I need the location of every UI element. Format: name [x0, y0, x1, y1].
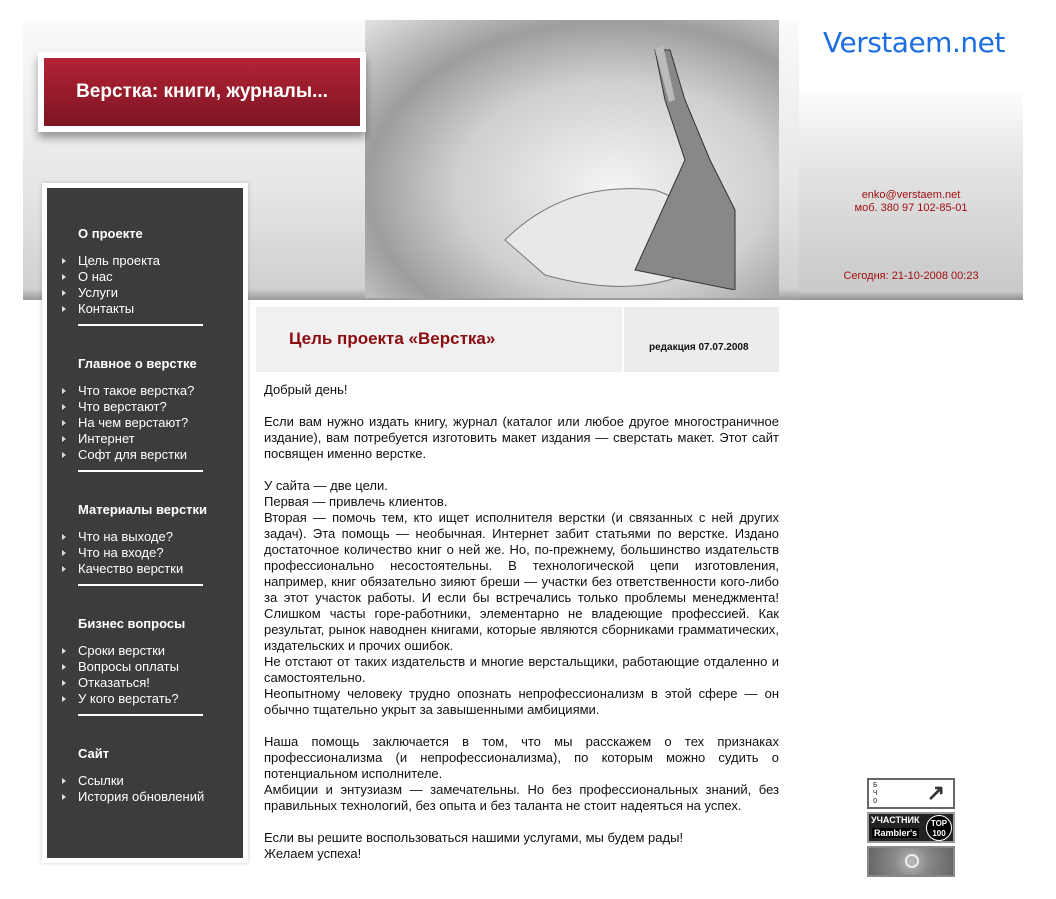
paragraph: Вторая — помочь тем, кто ищет исполнителя верстки (и связанных с ней других задач). Эта помощь — необычная. Интернет забит статьями по верстке. Издано достаточное количество книг о ней же. Но, по-прежнему, большинство издательств профессионально несостоятельны. В технологической цепи изготовления, например, книг обязательно зияют бреши — участки без ответственности кого-либо за этот участок работы. И если бы встречались только проблемы менеджмента! Слишком часты горе-работники, элементарно не владеющие профессией. Как результат, рынок наводнен книгами, которые являются сборниками грамматических, издательских и прочих ошибок. [264, 510, 779, 653]
sidebar-link[interactable]: Софт для верстки [47, 447, 243, 463]
sidebar-link[interactable]: Что на входе? [47, 545, 243, 561]
sidebar-link[interactable]: Вопросы оплаты [47, 659, 243, 675]
sidebar-link[interactable]: История обновлений [47, 789, 243, 805]
paragraph: Не отстают от таких издательств и многие верстальщики, работающие отдаленно и самостоятельно. [264, 654, 779, 685]
counter-logo-icon [905, 854, 919, 868]
section-divider [78, 584, 203, 586]
paragraph: Если вы решите воспользоваться нашими услугами, мы будем рады! [264, 830, 684, 845]
bigmir-letters: БЧО [873, 781, 878, 805]
rambler-participant: УЧАСТНИК [871, 815, 920, 825]
sidebar-list [47, 773, 243, 805]
sidebar-link[interactable]: Интернет [47, 431, 243, 447]
contact-info [799, 189, 1023, 215]
sidebar-link[interactable]: О нас [47, 269, 243, 285]
sidebar-list [47, 643, 243, 707]
sidebar-section [47, 356, 243, 472]
article-body [264, 382, 779, 862]
sidebar-section-title: Сайт [78, 746, 110, 761]
rambler-name: Rambler's [874, 828, 918, 838]
contact-phone: моб. 380 97 102-85-01 [854, 202, 968, 214]
sidebar-section-title: Бизнес вопросы [78, 616, 186, 631]
sidebar [42, 183, 248, 863]
sidebar-link[interactable]: Что такое верстка? [47, 383, 243, 399]
sidebar-link[interactable]: Что верстают? [47, 399, 243, 415]
sidebar-section-title: Главное о верстке [78, 356, 197, 371]
robot-hand-icon [485, 40, 745, 290]
sidebar-section [47, 226, 243, 326]
sidebar-section [47, 616, 243, 716]
site-logo[interactable]: Verstaem.net [823, 26, 1005, 59]
sidebar-link[interactable]: Услуги [47, 285, 243, 301]
paragraph: Добрый день! [264, 382, 348, 397]
section-divider [78, 714, 203, 716]
paragraph: Если вам нужно издать книгу, журнал (каталог или любое другое многостраничное издание), вам потребуется изготовить макет издания — сверстать макет. Этот сайт посвящен именно верстке. [264, 414, 779, 461]
paragraph-gap [264, 462, 779, 478]
sidebar-link[interactable]: На чем верстают? [47, 415, 243, 431]
sidebar-list [47, 529, 243, 577]
sidebar-menu [47, 188, 243, 858]
paragraph-gap [264, 398, 779, 414]
paragraph: У сайта — две цели. [264, 478, 388, 493]
edition-panel [624, 307, 779, 372]
paragraph-gap [264, 814, 779, 830]
content-header [256, 307, 779, 372]
paragraph: Неопытному человеку трудно опознать непрофессионализм в этой сфере — он обычно тщательно укрыт за завышенными амбициями. [264, 686, 779, 717]
sidebar-section-title: Материалы верстки [78, 502, 208, 517]
section-divider [78, 470, 203, 472]
sidebar-link[interactable]: Сроки верстки [47, 643, 243, 659]
counter-badge[interactable] [867, 846, 955, 877]
paragraph: Первая — привлечь клиентов. [264, 494, 448, 509]
paragraph: Желаем успеха! [264, 846, 362, 861]
site-title: Верстка: книги, журналы... [44, 58, 360, 126]
sidebar-link[interactable]: У кого верстать? [47, 691, 243, 707]
contact-email[interactable]: enko@verstaem.net [861, 189, 961, 201]
section-divider [78, 324, 203, 326]
paragraph-gap [264, 718, 779, 734]
sidebar-link[interactable]: Цель проекта [47, 253, 243, 269]
sidebar-section-title: О проекте [78, 226, 143, 241]
sidebar-link[interactable]: Ссылки [47, 773, 243, 789]
site-title-box [38, 52, 366, 132]
sidebar-link[interactable]: Отказаться! [47, 675, 243, 691]
arrow-up-right-icon: ↗ [926, 780, 945, 805]
sidebar-link[interactable]: Контакты [47, 301, 243, 317]
sidebar-link[interactable]: Качество верстки [47, 561, 243, 577]
paragraph: Наша помощь заключается в том, что мы расскажем о тех признаках профессионализма (и непрофессионализма), по которым можно судить о потенциальном исполнителе. [264, 734, 779, 781]
page-title: Цель проекта «Верстка» [289, 329, 496, 348]
sidebar-section [47, 746, 243, 805]
sidebar-list [47, 383, 243, 463]
rambler-top100-badge[interactable] [867, 812, 955, 843]
edition-date: редакция 07.07.2008 [649, 342, 749, 353]
current-date: Сегодня: 21-10-2008 00:23 [843, 270, 979, 282]
rambler-top100: TOP 100 [926, 815, 952, 841]
paragraph: Амбиции и энтузиазм — замечательны. Но без профессиональных знаний, без правильных технологий, без опыта и без таланта не стоит надеяться на успех. [264, 782, 779, 813]
sidebar-list [47, 253, 243, 317]
sidebar-link[interactable]: Что на выходе? [47, 529, 243, 545]
hero-image-robot-hand-mouse [365, 20, 779, 298]
bigmir-counter-badge[interactable] [867, 778, 955, 809]
sidebar-section [47, 502, 243, 586]
